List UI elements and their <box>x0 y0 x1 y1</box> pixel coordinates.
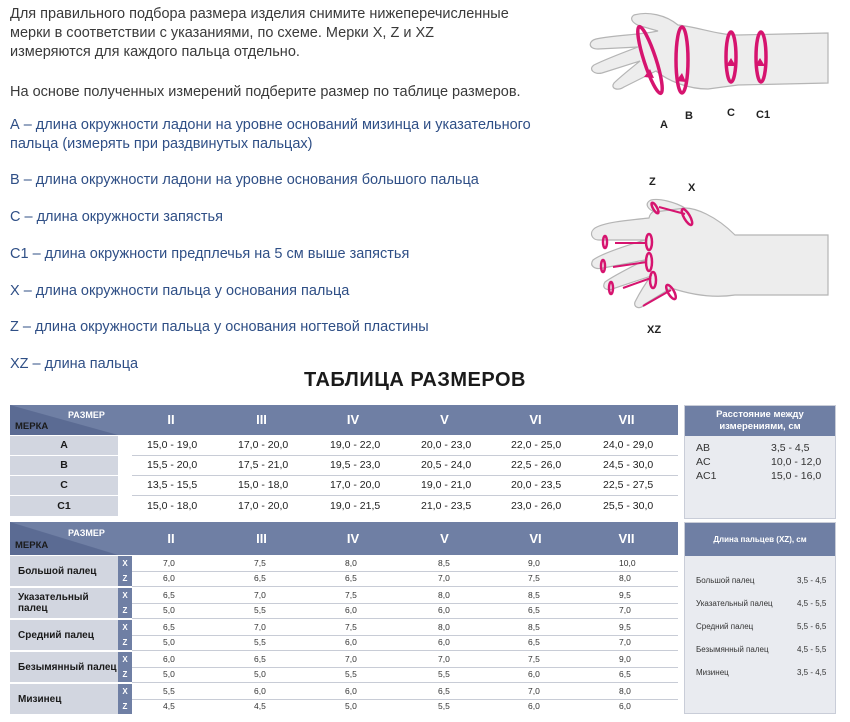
definition-item: Z – длина окружности пальца у основания ногтевой пластины <box>10 319 429 335</box>
finger-x-cell: 6,5 <box>163 590 175 600</box>
table-row <box>10 496 678 516</box>
table-row <box>10 456 678 475</box>
finger-x-cell: 9,0 <box>528 558 540 568</box>
finger-z-cell: 6,5 <box>528 605 540 615</box>
finger-x-cell: 7,5 <box>345 590 357 600</box>
table-cell: 17,0 - 20,0 <box>330 479 381 491</box>
finger-z-cell: 5,5 <box>254 637 266 647</box>
finger-length-key: Мизинец <box>696 668 729 677</box>
table-header <box>10 405 678 435</box>
finger-x-cell: 9,0 <box>619 654 631 664</box>
size-col-header: V <box>440 531 449 546</box>
finger-x-cell: 8,5 <box>528 590 540 600</box>
table-cell: 15,0 - 18,0 <box>147 500 198 512</box>
finger-length-box <box>684 522 836 714</box>
table-cell: 24,0 - 29,0 <box>603 439 654 451</box>
finger-x-cell: 8,5 <box>438 558 450 568</box>
definition-item: XZ – длина пальца <box>10 356 139 372</box>
row-divider <box>132 699 678 700</box>
hand-measure-diagram <box>578 5 838 130</box>
table-cell: 19,5 - 23,0 <box>330 459 381 471</box>
definition-item: Х – длина окружности пальца у основания пальца <box>10 283 350 299</box>
z-marker: Z <box>118 603 132 618</box>
size-col-header: III <box>256 531 267 546</box>
table-cell: 25,5 - 30,0 <box>603 500 654 512</box>
definition-item: пальца (измерять при раздвинутых пальцах) <box>10 136 313 152</box>
x-marker: X <box>118 588 132 603</box>
size-col-header: II <box>167 412 175 427</box>
finger-z-cell: 7,5 <box>528 573 540 583</box>
distance-box <box>684 405 836 519</box>
z-marker: Z <box>118 571 132 586</box>
finger-x-cell: 6,0 <box>163 654 175 664</box>
row-divider <box>132 667 678 668</box>
table-cell: 15,0 - 19,0 <box>147 439 198 451</box>
row-label: C1 <box>10 496 118 516</box>
measure-header-label: МЕРКА <box>15 540 49 551</box>
finger-x-cell: 7,0 <box>163 558 175 568</box>
finger-x-cell: 7,5 <box>345 622 357 632</box>
row-divider <box>132 586 678 587</box>
finger-z-cell: 5,0 <box>163 637 175 647</box>
intro-line: На основе полученных измерений подберите размер по таблице размеров. <box>10 84 521 100</box>
z-marker: Z <box>118 699 132 714</box>
finger-x-cell: 5,5 <box>163 686 175 696</box>
x-marker: X <box>118 684 132 699</box>
palm-illustration <box>592 199 828 307</box>
distance-box-header: Расстояние между измерениями, см <box>685 406 835 436</box>
finger-x-cell: 6,0 <box>254 686 266 696</box>
finger-z-cell: 4,5 <box>163 701 175 711</box>
table-cell: 23,0 - 26,0 <box>511 500 562 512</box>
size-col-header: III <box>256 412 267 427</box>
row-label: B <box>10 456 118 475</box>
table-cell: 17,5 - 21,0 <box>238 459 289 471</box>
size-col-header: VI <box>529 531 542 546</box>
finger-z-cell: 5,0 <box>345 701 357 711</box>
row-divider <box>132 603 678 604</box>
size-col-header: II <box>167 531 175 546</box>
table-header <box>10 522 678 555</box>
finger-x-cell: 6,5 <box>438 686 450 696</box>
table-cell: 15,5 - 20,0 <box>147 459 198 471</box>
distance-key: AC1 <box>696 470 717 482</box>
finger-x-cell: 8,0 <box>438 590 450 600</box>
distance-value: 10,0 - 12,0 <box>771 456 822 468</box>
row-label: A <box>10 436 118 455</box>
intro-text <box>10 5 570 102</box>
x-marker: X <box>118 620 132 635</box>
table-cell: 20,0 - 23,5 <box>511 479 562 491</box>
row-divider <box>132 682 678 683</box>
size-col-header: V <box>440 412 449 427</box>
label-c1: C1 <box>756 109 771 121</box>
table-cell: 22,0 - 25,0 <box>511 439 562 451</box>
distance-key: AC <box>696 456 711 468</box>
x-marker: X <box>118 556 132 571</box>
measure-header-label: МЕРКА <box>15 421 49 432</box>
finger-x-cell: 10,0 <box>619 558 636 568</box>
finger-z-cell: 4,5 <box>254 701 266 711</box>
table-cell: 15,0 - 18,0 <box>238 479 289 491</box>
table-cell: 19,0 - 21,0 <box>421 479 472 491</box>
distance-value: 3,5 - 4,5 <box>771 442 810 454</box>
finger-z-cell: 6,5 <box>254 573 266 583</box>
finger-z-cell: 7,0 <box>438 573 450 583</box>
finger-x-cell: 8,0 <box>619 686 631 696</box>
table-cell: 24,5 - 30,0 <box>603 459 654 471</box>
definition-item: В – длина окружности ладони на уровне основания большого пальца <box>10 172 479 188</box>
finger-x-cell: 6,0 <box>345 686 357 696</box>
row-divider <box>132 571 678 572</box>
finger-z-cell: 6,5 <box>528 637 540 647</box>
distance-value: 15,0 - 16,0 <box>771 470 822 482</box>
hand-illustration <box>590 13 828 89</box>
finger-z-cell: 6,0 <box>528 701 540 711</box>
finger-length-value: 4,5 - 5,5 <box>797 645 827 654</box>
finger-z-cell: 6,0 <box>345 637 357 647</box>
finger-x-cell: 7,5 <box>254 558 266 568</box>
z-marker: Z <box>118 667 132 682</box>
finger-label: Указательный палец <box>10 588 118 618</box>
intro-line: мерки в соответствии с указаниями, по схеме. Мерки X, Z и XZ <box>10 25 435 41</box>
size-col-header: VII <box>618 531 635 546</box>
table-row <box>10 436 678 455</box>
x-marker: X <box>118 652 132 667</box>
finger-x-cell: 8,0 <box>345 558 357 568</box>
finger-x-cell: 6,5 <box>254 654 266 664</box>
finger-length-key: Указательный палец <box>696 599 773 608</box>
finger-length-value: 3,5 - 4,5 <box>797 668 827 677</box>
row-divider <box>132 635 678 636</box>
finger-z-cell: 5,5 <box>438 701 450 711</box>
finger-length-key: Большой палец <box>696 576 755 585</box>
finger-length-value: 3,5 - 4,5 <box>797 576 827 585</box>
definition-item: А – длина окружности ладони на уровне оснований мизинца и указательного <box>10 117 531 133</box>
table-cell: 13,5 - 15,5 <box>147 479 198 491</box>
size-col-header: VII <box>618 412 635 427</box>
table-cell: 20,5 - 24,0 <box>421 459 472 471</box>
size-col-header: IV <box>346 531 360 546</box>
row-label: C <box>10 476 118 495</box>
finger-z-cell: 5,5 <box>345 669 357 679</box>
finger-z-cell: 6,0 <box>528 669 540 679</box>
intro-line: Для правильного подбора размера изделия снимите нижеперечисленные <box>10 6 509 22</box>
finger-label: Безымянный палец <box>10 652 118 682</box>
finger-length-value: 4,5 - 5,5 <box>797 599 827 608</box>
finger-length-header: Длина пальцев (XZ), см <box>685 523 835 556</box>
table-cell: 19,0 - 22,0 <box>330 439 381 451</box>
finger-z-cell: 7,0 <box>619 605 631 615</box>
finger-z-cell: 5,5 <box>438 669 450 679</box>
finger-z-cell: 6,0 <box>438 605 450 615</box>
table-cell: 20,0 - 23,0 <box>421 439 472 451</box>
table-cell: 22,5 - 26,0 <box>511 459 562 471</box>
table-cell: 19,0 - 21,5 <box>330 500 381 512</box>
table-row <box>10 476 678 495</box>
row-divider <box>132 650 678 651</box>
finger-z-cell: 5,5 <box>254 605 266 615</box>
finger-length-value: 5,5 - 6,5 <box>797 622 827 631</box>
finger-label: Средний палец <box>10 620 118 650</box>
finger-measure-diagram <box>585 170 830 340</box>
finger-x-cell: 7,0 <box>254 622 266 632</box>
finger-z-cell: 7,0 <box>619 637 631 647</box>
definition-item: С1 – длина окружности предплечья на 5 см выше запястья <box>10 246 410 262</box>
finger-x-cell: 8,5 <box>528 622 540 632</box>
label-a: A <box>660 119 668 130</box>
label-x: X <box>688 182 696 194</box>
finger-z-cell: 8,0 <box>619 573 631 583</box>
distance-key: AB <box>696 442 711 454</box>
label-b: B <box>685 110 693 122</box>
definition-item: С – длина окружности запястья <box>10 209 223 225</box>
finger-x-cell: 7,0 <box>345 654 357 664</box>
finger-z-cell: 6,0 <box>619 701 631 711</box>
size-table-hand <box>10 405 678 516</box>
finger-x-cell: 8,0 <box>438 622 450 632</box>
table-cell: 17,0 - 20,0 <box>238 500 289 512</box>
label-z: Z <box>649 176 656 188</box>
z-marker: Z <box>118 635 132 650</box>
label-xz: XZ <box>647 324 662 336</box>
page-title: ТАБЛИЦА РАЗМЕРОВ <box>304 369 526 391</box>
size-table-fingers <box>10 522 678 712</box>
table-cell: 17,0 - 20,0 <box>238 439 289 451</box>
finger-z-cell: 6,5 <box>345 573 357 583</box>
finger-z-cell: 6,0 <box>438 637 450 647</box>
intro-line: измеряются для каждого пальца отдельно. <box>10 44 300 60</box>
label-c: C <box>727 107 735 119</box>
finger-x-cell: 6,5 <box>163 622 175 632</box>
finger-x-cell: 7,0 <box>254 590 266 600</box>
finger-length-key: Средний палец <box>696 622 754 631</box>
finger-z-cell: 6,0 <box>163 573 175 583</box>
size-header-label: РАЗМЕР <box>68 410 105 420</box>
finger-z-cell: 6,0 <box>345 605 357 615</box>
finger-length-key: Безымянный палец <box>696 645 769 654</box>
finger-x-cell: 7,0 <box>528 686 540 696</box>
finger-x-cell: 7,0 <box>438 654 450 664</box>
finger-z-cell: 5,0 <box>254 669 266 679</box>
size-col-header: IV <box>346 412 360 427</box>
size-header-label: РАЗМЕР <box>68 528 105 538</box>
size-col-header: VI <box>529 412 542 427</box>
finger-x-cell: 9,5 <box>619 622 631 632</box>
finger-z-cell: 6,5 <box>619 669 631 679</box>
table-cell: 21,0 - 23,5 <box>421 500 472 512</box>
finger-label: Большой палец <box>10 556 118 586</box>
row-divider <box>132 618 678 619</box>
finger-x-cell: 7,5 <box>528 654 540 664</box>
table-cell: 22,5 - 27,5 <box>603 479 654 491</box>
finger-label: Мизинец <box>10 684 118 714</box>
finger-z-cell: 5,0 <box>163 605 175 615</box>
finger-x-cell: 9,5 <box>619 590 631 600</box>
finger-z-cell: 5,0 <box>163 669 175 679</box>
